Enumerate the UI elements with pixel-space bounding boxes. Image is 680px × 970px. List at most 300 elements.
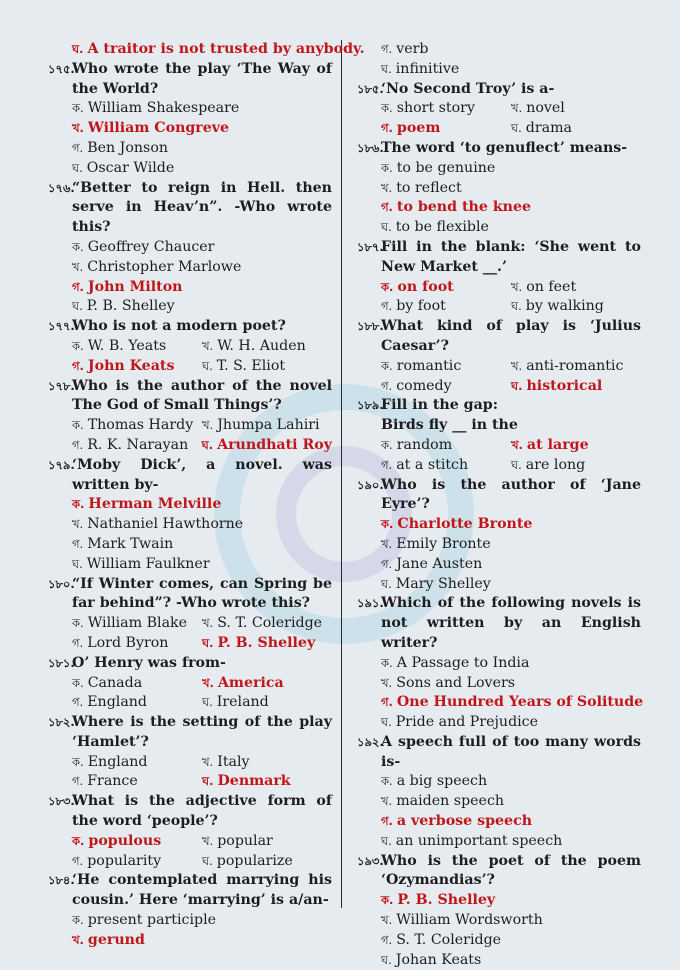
- question-number: ১৯৩.: [357, 853, 384, 868]
- option-text: historical: [526, 377, 603, 394]
- option-row: [381, 179, 641, 199]
- option-text: gerund: [87, 931, 145, 948]
- option-text: A traitor is not trusted by anybody.: [87, 41, 365, 57]
- option-text: anti-romantic: [526, 357, 624, 374]
- question-text: A speech full of too many words is-: [381, 733, 641, 770]
- option-marker: ক.: [72, 913, 84, 928]
- option: [381, 179, 641, 199]
- option-marker: খ.: [381, 180, 393, 195]
- option-row: [72, 753, 332, 773]
- option: [511, 357, 623, 377]
- option-marker: খ.: [511, 358, 523, 373]
- option-marker: ক.: [381, 279, 394, 294]
- option-text: to be genuine: [396, 159, 496, 176]
- option-text: Jane Austen: [396, 555, 483, 572]
- option: [202, 614, 322, 634]
- option: [381, 555, 641, 575]
- option-marker: খ.: [202, 675, 214, 690]
- option-text: P. B. Shelley: [397, 892, 496, 909]
- option-row: [72, 931, 332, 951]
- option: [511, 297, 604, 317]
- option-marker: খ.: [381, 913, 393, 928]
- option-text: T. S. Eliot: [216, 357, 286, 374]
- option-row: [381, 891, 641, 911]
- option-marker: গ.: [72, 853, 84, 868]
- correct-option: [72, 278, 332, 298]
- option-marker: খ.: [202, 338, 214, 353]
- option-text: Sons and Lovers: [396, 674, 516, 691]
- option: [72, 772, 202, 792]
- option-text: W. H. Auden: [217, 337, 306, 354]
- option-text: drama: [525, 120, 572, 137]
- correct-option: [381, 278, 511, 298]
- option-text: Mark Twain: [87, 535, 174, 552]
- option-text: Birds fly __ in the: [381, 417, 518, 434]
- option-text: popularity: [87, 852, 162, 869]
- option: [72, 911, 332, 931]
- option-marker: ঘ.: [381, 220, 392, 235]
- option: [381, 772, 641, 792]
- question-block: [357, 80, 641, 139]
- option: [72, 337, 202, 357]
- option-marker: ঘ.: [72, 299, 83, 314]
- option: [72, 436, 202, 456]
- option: [381, 218, 641, 238]
- option-row: [72, 139, 332, 159]
- option-row: [381, 297, 641, 317]
- option: [72, 416, 202, 436]
- option-marker: গ.: [72, 536, 84, 551]
- option-text: Herman Melville: [88, 496, 222, 513]
- option-marker: ঘ.: [381, 576, 392, 591]
- option-marker: ঘ.: [201, 437, 214, 452]
- option-marker: খ.: [511, 437, 523, 452]
- option-text: Emily Bronte: [396, 535, 491, 552]
- option-text: poem: [396, 120, 441, 137]
- option-row: [381, 812, 641, 832]
- option-row: [72, 416, 332, 436]
- question-text: “If Winter comes, can Spring be far behind”? -Who wrote this?: [72, 575, 332, 612]
- question-number: ১৭৭.: [48, 319, 75, 334]
- correct-option: [381, 812, 641, 832]
- option: [72, 139, 332, 159]
- option-text: popularize: [216, 852, 293, 869]
- option: [381, 654, 641, 674]
- question-text: ‘Moby Dick’, a novel. was written by-: [72, 456, 332, 493]
- question-block: [48, 60, 332, 179]
- option-row: [72, 159, 332, 179]
- option-marker: ক.: [72, 418, 84, 433]
- option-marker: ঘ.: [202, 695, 213, 710]
- question-block: [48, 456, 332, 575]
- option-row: [381, 218, 641, 238]
- option-marker: খ.: [72, 517, 84, 532]
- option: [72, 753, 202, 773]
- option-marker: ক.: [381, 774, 393, 789]
- correct-option: [511, 436, 589, 456]
- option-text: Lord Byron: [87, 634, 169, 651]
- question-number: ১৮৭.: [357, 239, 384, 254]
- option-row: [381, 357, 641, 377]
- option-marker: গ.: [381, 457, 393, 472]
- option-row: [381, 99, 641, 119]
- correct-option: [72, 357, 202, 377]
- option-marker: ক.: [381, 517, 394, 532]
- option-marker: খ.: [72, 121, 84, 136]
- option-marker: ক.: [72, 239, 84, 254]
- option: [381, 456, 511, 476]
- option: [72, 99, 332, 119]
- option: [202, 693, 269, 713]
- question-block: [48, 713, 332, 792]
- option-row: [72, 555, 332, 575]
- option: [72, 693, 202, 713]
- option-text: Arundhati Roy: [217, 436, 332, 453]
- option: [202, 357, 285, 377]
- option-row: [72, 99, 332, 119]
- option-row: [381, 278, 641, 298]
- option-marker: ঘ.: [381, 833, 392, 848]
- option-marker: গ.: [381, 814, 393, 829]
- question-number: ১৮৩.: [48, 794, 75, 809]
- option: [72, 555, 332, 575]
- option-text: present participle: [87, 912, 217, 929]
- option-marker: ঘ.: [511, 457, 522, 472]
- question-text: Who is the poet of the poem ‘Ozymandias’?: [381, 852, 641, 889]
- option-text: by walking: [525, 298, 604, 315]
- option-marker: গ.: [381, 200, 393, 215]
- option-row: [72, 297, 332, 317]
- question-number: ১৯২.: [357, 734, 384, 749]
- option: [72, 515, 332, 535]
- option-marker: খ.: [381, 675, 393, 690]
- option-text: S. T. Coleridge: [396, 931, 502, 948]
- question-number: ১৮৬.: [357, 140, 384, 155]
- option-marker: ক.: [72, 497, 85, 512]
- option-marker: ক.: [381, 160, 393, 175]
- question-block: [48, 654, 332, 713]
- option-row: [72, 535, 332, 555]
- option-row: [72, 357, 332, 377]
- right-column: [357, 40, 644, 970]
- option-marker: ঘ.: [72, 42, 84, 56]
- continued-option: [48, 40, 365, 60]
- question-block: [357, 733, 641, 852]
- correct-option: [381, 119, 511, 139]
- option-text: a big speech: [396, 773, 488, 790]
- option-text: S. T. Coleridge: [217, 615, 323, 632]
- option-text: random: [396, 436, 453, 453]
- option-row: [381, 456, 641, 476]
- question-number: ১৮৪.: [48, 873, 75, 888]
- option-row: [72, 911, 332, 931]
- option: [381, 99, 511, 119]
- option-marker: ঘ.: [72, 160, 83, 175]
- option: [72, 258, 332, 278]
- option-text: Oscar Wilde: [86, 159, 175, 176]
- option-text: Canada: [87, 674, 143, 691]
- question-number: ১৭৬.: [48, 180, 75, 195]
- option-marker: গ.: [72, 140, 84, 155]
- option-marker: ঘ.: [511, 299, 522, 314]
- option-text: romantic: [396, 357, 462, 374]
- option-text: an unimportant speech: [395, 832, 563, 849]
- option-marker: খ.: [381, 794, 393, 809]
- correct-option: [72, 495, 332, 515]
- option-text: Thomas Hardy: [87, 417, 194, 434]
- option-text: infinitive: [395, 60, 460, 77]
- question-block: [357, 396, 641, 475]
- correct-option: [72, 119, 332, 139]
- option-text: maiden speech: [396, 793, 505, 810]
- option-row: [381, 416, 641, 436]
- option: [381, 832, 641, 852]
- option: [381, 575, 641, 595]
- option-marker: ক.: [72, 833, 85, 848]
- option-row: [381, 515, 641, 535]
- option-marker: খ.: [202, 833, 214, 848]
- option-row: [381, 931, 641, 951]
- correct-option: [72, 832, 202, 852]
- option-text: comedy: [396, 377, 452, 394]
- option-text: Mary Shelley: [395, 575, 491, 592]
- question-text: “Better to reign in Hell. then serve in Heav’n”. -Who wrote this?: [72, 179, 332, 236]
- option-text: William Shakespeare: [87, 100, 240, 117]
- question-number: ১৭৮.: [48, 378, 75, 393]
- question-number: ১৭৫.: [48, 61, 75, 76]
- option-marker: খ.: [511, 279, 523, 294]
- option-marker: গ.: [72, 279, 84, 294]
- question-number: ১৯১.: [357, 596, 384, 611]
- option-marker: ক.: [381, 893, 394, 908]
- option-marker: খ.: [202, 418, 214, 433]
- option-text: at large: [526, 436, 589, 453]
- question-block: [48, 377, 332, 456]
- option-row: [72, 337, 332, 357]
- question-text: Where is the setting of the play ‘Hamlet’?: [72, 714, 332, 750]
- option-row: [72, 436, 332, 456]
- column-divider: [341, 40, 342, 908]
- option: [381, 713, 641, 733]
- option-marker: খ.: [72, 259, 84, 274]
- option-text: to bend the knee: [396, 199, 532, 216]
- option-marker: খ.: [202, 754, 214, 769]
- option-row: [72, 238, 332, 258]
- option-text: P. B. Shelley: [86, 298, 175, 315]
- option-text: to reflect: [396, 179, 462, 196]
- question-text: What kind of play is ‘Julius Caesar’?: [381, 318, 641, 354]
- option: [72, 852, 202, 872]
- option-text: Pride and Prejudice: [395, 714, 539, 731]
- option-text: to be flexible: [395, 219, 489, 236]
- option-marker: গ.: [381, 556, 393, 571]
- option-text: Italy: [217, 753, 250, 770]
- option-row: [381, 832, 641, 852]
- option: [381, 535, 641, 555]
- option-marker: গ.: [72, 358, 84, 373]
- option: [72, 297, 332, 317]
- correct-option: [202, 772, 291, 792]
- option-row: [381, 198, 641, 218]
- question-text: The word ‘to genuflect’ means-: [381, 139, 628, 156]
- option-marker: খ.: [72, 932, 84, 947]
- option-row: [381, 377, 641, 397]
- option: [72, 159, 332, 179]
- option: [511, 278, 576, 298]
- question-text: Who wrote the play ‘The Way of the World?: [72, 60, 332, 97]
- correct-option: [381, 515, 641, 535]
- option-marker: ক.: [381, 655, 393, 670]
- option-text: William Congreve: [87, 120, 230, 137]
- option-text: verb: [396, 41, 429, 57]
- question-number: ১৮১.: [48, 655, 75, 670]
- question-block: [357, 139, 641, 238]
- question-block: [48, 317, 332, 376]
- option-text: England: [87, 753, 148, 770]
- option-marker: ঘ.: [381, 715, 392, 730]
- option-marker: গ.: [72, 635, 84, 650]
- correct-option: [202, 634, 315, 654]
- option: [381, 357, 511, 377]
- correct-option: [202, 436, 332, 456]
- correct-option: [381, 891, 641, 911]
- option-row: [72, 614, 332, 634]
- question-number: ১৯০.: [357, 477, 384, 492]
- option-marker: ঘ.: [381, 952, 392, 967]
- option-row: [72, 852, 332, 872]
- option-text: Ireland: [216, 694, 269, 711]
- option-marker: ঘ.: [202, 853, 213, 868]
- question-text: What is the adjective form of the word ‘people’?: [72, 793, 332, 830]
- option-marker: ক.: [381, 437, 393, 452]
- option-marker: গ.: [381, 42, 393, 56]
- option-marker: গ.: [72, 774, 84, 789]
- question-block: [357, 238, 641, 317]
- option: [72, 634, 202, 654]
- option-text: a verbose speech: [396, 813, 533, 830]
- option: [511, 99, 565, 119]
- option-marker: ক.: [381, 101, 393, 116]
- question-block: [357, 852, 641, 970]
- correct-option: [72, 931, 332, 951]
- option-marker: ঘ.: [202, 635, 214, 650]
- option-text: populous: [88, 832, 162, 849]
- option: [202, 852, 293, 872]
- option-text: America: [217, 674, 284, 691]
- question-block: [357, 476, 641, 595]
- option-row: [72, 278, 332, 298]
- option: [381, 792, 641, 812]
- option: [202, 832, 273, 852]
- option: [381, 436, 511, 456]
- option: [72, 614, 202, 634]
- option-marker: খ.: [202, 616, 214, 631]
- question-text: Who is not a modern poet?: [72, 318, 286, 335]
- option-marker: ক.: [72, 754, 84, 769]
- question-text: Fill in the gap:: [381, 397, 498, 414]
- question-text: ‘He contemplated marrying his cousin.’ Here ‘marrying’ is a/an-: [72, 872, 332, 909]
- option-row: [381, 159, 641, 179]
- option-row: [381, 119, 641, 139]
- option: [381, 159, 641, 179]
- option-text: Charlotte Bronte: [397, 516, 533, 533]
- question-block: [48, 575, 332, 654]
- correct-option: [202, 674, 284, 694]
- option-text: One Hundred Years of Solitude: [396, 694, 644, 711]
- option-text: Christopher Marlowe: [87, 258, 242, 275]
- option-row: [72, 515, 332, 535]
- option-marker: খ.: [511, 101, 523, 116]
- question-text: Who is the author of the novel The God of Small Things’?: [72, 377, 332, 414]
- option-marker: ঘ.: [511, 121, 522, 136]
- option-row: [381, 713, 641, 733]
- question-number: ১৮২.: [48, 715, 75, 730]
- option-marker: গ.: [72, 695, 84, 710]
- option-marker: গ.: [381, 299, 393, 314]
- option-text: Geoffrey Chaucer: [87, 238, 215, 255]
- option-text: are long: [525, 456, 586, 473]
- option-marker: ক.: [72, 101, 84, 116]
- option-marker: গ.: [72, 437, 84, 452]
- option: [202, 337, 306, 357]
- option-marker: ঘ.: [202, 358, 213, 373]
- correct-option: [381, 198, 641, 218]
- option-text: John Keats: [87, 357, 175, 374]
- option-text: William Blake: [87, 615, 188, 632]
- option: [381, 674, 641, 694]
- option-row: [381, 951, 641, 970]
- option-text: R. K. Narayan: [87, 436, 189, 453]
- option-row: [381, 772, 641, 792]
- option-marker: ঘ.: [202, 774, 214, 789]
- option-text: A Passage to India: [396, 654, 530, 671]
- option-row: [72, 258, 332, 278]
- question-number: ১৭৯.: [48, 457, 75, 472]
- option-marker: গ.: [381, 695, 393, 710]
- question-block: [48, 792, 332, 871]
- correct-option: [381, 693, 644, 713]
- question-number: ১৮৫.: [357, 81, 384, 96]
- question-block: [48, 871, 332, 950]
- question-block: [48, 179, 332, 318]
- question-number: ১৮৯.: [357, 398, 384, 413]
- option: [511, 119, 572, 139]
- option: [381, 377, 511, 397]
- option-row: [381, 693, 644, 713]
- correct-option: [511, 377, 602, 397]
- option-marker: গ.: [381, 378, 393, 393]
- option: [511, 456, 585, 476]
- question-text: ‘No Second Troy’ is a-: [381, 80, 555, 97]
- left-questions: [48, 60, 332, 951]
- option-marker: ক.: [72, 675, 84, 690]
- option: [381, 931, 641, 951]
- option-row: [381, 674, 641, 694]
- option-row: [72, 772, 332, 792]
- option-row: [72, 634, 332, 654]
- option-marker: খ.: [381, 536, 393, 551]
- option-marker: ক.: [72, 338, 84, 353]
- option-row: [381, 792, 641, 812]
- option-text: Jhumpa Lahiri: [217, 417, 320, 434]
- option-text: Nathaniel Hawthorne: [87, 516, 244, 533]
- option: [202, 753, 250, 773]
- option: [72, 238, 332, 258]
- option-text: short story: [396, 100, 475, 117]
- option-text: by foot: [396, 298, 446, 315]
- question-text: Fill in the blank: ‘She went to New Market __.’: [381, 238, 641, 275]
- option-text: on foot: [397, 278, 454, 295]
